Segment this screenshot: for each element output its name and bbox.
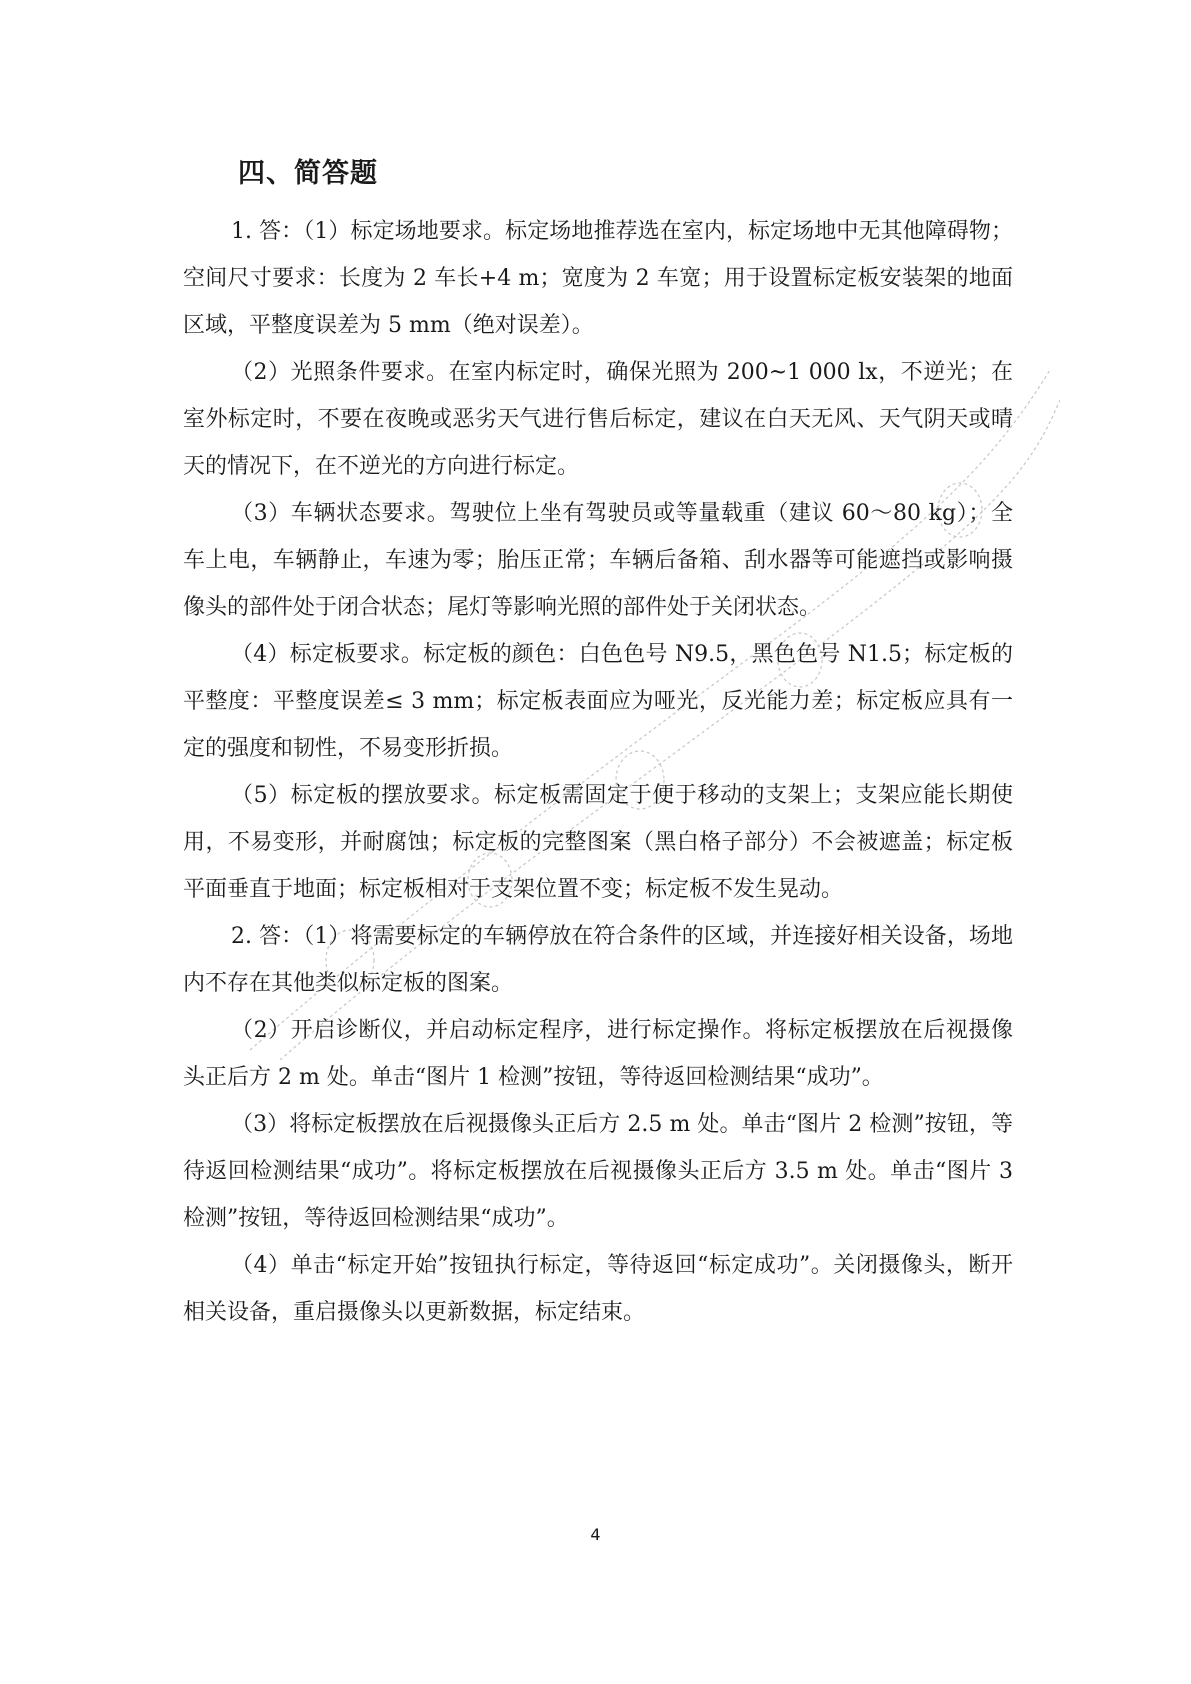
paragraph-q1-lighting: （2）光照条件要求。在室内标定时，确保光照为 200~1 000 lx，不逆光；在室外标定时，不要在夜晚或恶劣天气进行售后标定，建议在白天无风、天气阴天或晴天的情况下，在不逆光的方向进行标定。 — [183, 360, 1013, 479]
section-heading: 四、简答题 — [238, 158, 378, 189]
paragraph-q2-step4: （4）单击“标定开始”按钮执行标定，等待返回“标定成功”。关闭摄像头，断开相关设备，重启摄像头以更新数据，标定结束。 — [183, 1253, 1013, 1325]
paragraph-q2-step1: 2. 答：（1）将需要标定的车辆停放在符合条件的区域，并连接好相关设备，场地内不存在其他类似标定板的图案。 — [183, 924, 1013, 996]
page-number: 4 — [590, 1525, 601, 1544]
paragraph-q1-placement: （5）标定板的摆放要求。标定板需固定于便于移动的支架上；支架应能长期使用，不易变形，并耐腐蚀；标定板的完整图案（黑白格子部分）不会被遮盖；标定板平面垂直于地面；标定板相对于支架位置不变；标定板不发生晃动。 — [183, 783, 1013, 902]
paragraph-q2-step2: （2）开启诊断仪，并启动标定程序，进行标定操作。将标定板摆放在后视摄像头正后方 2 m 处。单击“图片 1 检测”按钮，等待返回检测结果“成功”。 — [183, 1018, 1013, 1090]
paragraph-q1-board: （4）标定板要求。标定板的颜色：白色色号 N9.5，黑色色号 N1.5；标定板的平整度：平整度误差≤ 3 mm；标定板表面应为哑光，反光能力差；标定板应具有一定的强度和韧性，不易变形折损。 — [183, 642, 1013, 761]
paragraph-q2-step3: （3）将标定板摆放在后视摄像头正后方 2.5 m 处。单击“图片 2 检测”按钮，等待返回检测结果“成功”。将标定板摆放在后视摄像头正后方 3.5 m 处。单击“图片 3 检测”按钮，等待返回检测结果“成功”。 — [183, 1112, 1013, 1231]
answer-body — [183, 208, 1013, 1336]
paragraph-q1-site: 1. 答：（1）标定场地要求。标定场地推荐选在室内，标定场地中无其他障碍物；空间尺寸要求：长度为 2 车长+4 m；宽度为 2 车宽；用于设置标定板安装架的地面区域，平整度误差为 5 mm（绝对误差）。 — [183, 219, 1013, 338]
paragraph-q1-vehicle: （3）车辆状态要求。驾驶位上坐有驾驶员或等量载重（建议 60～80 kg）；全车上电，车辆静止，车速为零；胎压正常；车辆后备箱、刮水器等可能遮挡或影响摄像头的部件处于闭合状态；尾灯等影响光照的部件处于关闭状态。 — [183, 501, 1013, 620]
